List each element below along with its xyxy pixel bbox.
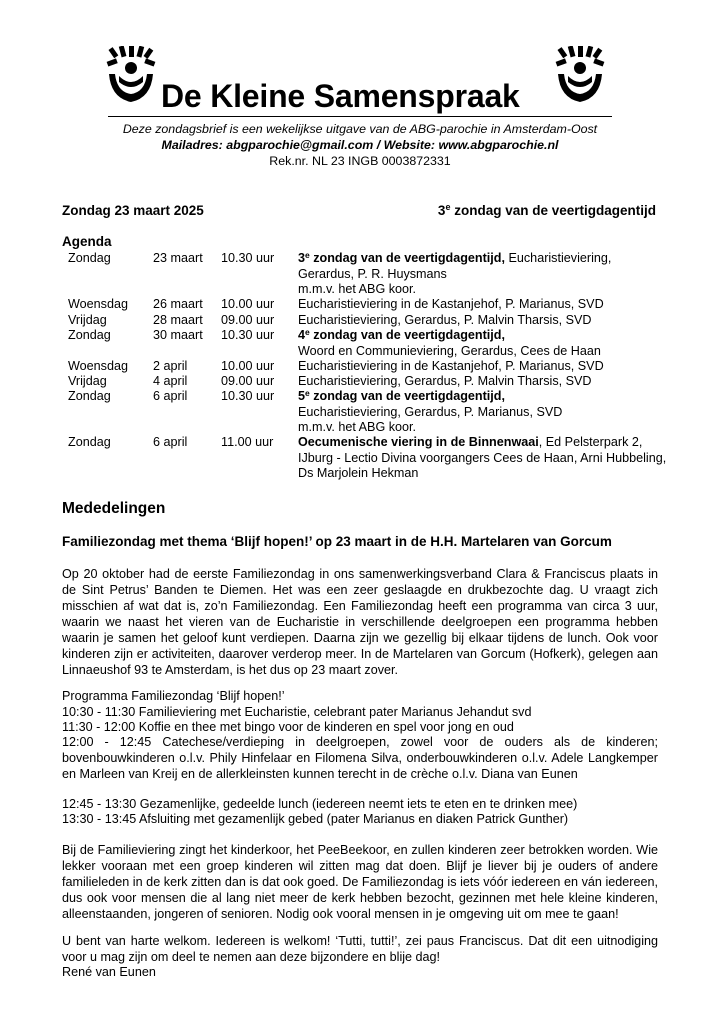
agenda-heading: Agenda (62, 234, 112, 249)
newsletter-title: De Kleine Samenspraak (161, 78, 520, 114)
header-contact-line: Mailadres: abgparochie@gmail.com / Website: www.abgparochie.nl (161, 138, 559, 152)
article-signature: René van Eunen (62, 965, 156, 979)
date-row (62, 202, 656, 219)
title-underline (108, 116, 612, 117)
article-paragraph: Bij de Familieviering zingt het kinderkoor, het PeeBeekoor, en zullen kinderen zeer betrokken worden. Wie lekker vooraan met een groep kinderen wil zitten mag dat doen. Blijf je liever bij je ouders of andere familieleden in de kerk zitten dan is dat ook goed. De Familiezondag is iets vóór iedereen en ván iedereen, dus ook voor mensen die al lang niet meer de kerk hebben bezocht, gezinnen met hele kleine kinderen, alleenstaanden, jongeren of senioren. Nodig ook vooral mensen in je omgeving uit om mee te gaan! (62, 843, 658, 921)
program-item: 10:30 - 11:30 Familieviering met Eucharistie, celebrant pater Marianus Jehandut svd (62, 705, 532, 719)
issue-date: Zondag 23 maart 2025 (62, 203, 204, 218)
header-bank-account: Rek.nr. NL 23 INGB 0003872331 (269, 154, 451, 168)
liturgical-sunday: 3e zondag van de veertigdagentijd (437, 202, 656, 218)
newsletter-page: De Kleine Samenspraak Deze zondagsbrief is een wekelijkse uitgave van de ABG-parochie in Amsterdam-Oost Mailadres: abgparochie@gmail.com / Website: www.abgparochie.nl Rek.nr. NL 23 INGB 0003872331 Zondag 23 maart 2025 3e zondag van de veertigdagentijd Agenda Zondag 23 maart 10.30 uur 3e zondag van de veertigdagentijd, Eucharistieviering, Gerardus, P. R. Huysmans m.m.v. het ABG koor. Woensdag 26 maart 10.00 uur Eucharistieviering in de Kastanjehof, P. Marianus, SVD Vrijdag 28 maart 09.00 uur Eucharistieviering, Gerardus, P. Malvin Tharsis, SVD Zondag 30 maart 10.30 uur 4e zondag van de veertigdagentijd, Woord en Communieviering, Gerardus, Cees de Haan Woensdag 2 april 10.00 uur Eucharistieviering in de Kastanjehof, P. Marianus, SVD Vrijdag 4 april 09.00 uur Eucharistieviering, Gerardus, P. Malvin Tharsis, SVD Zondag 6 april 10.30 uur 5e zondag van de veertigdagentijd, Eucharistieviering, Gerardus, P. Marianus, SVD m.m.v. het ABG koor. Zondag 6 april 11.00 uur Oecumenische viering in de Binnenwaai, Ed Pelsterpark 2, IJburg - Lectio Divina voorgangers Cees de Haan, Arni Hubbeling, Ds Marjolein Hekman Mededelingen Familiezondag met thema ‘Blijf hopen!’ op 23 maart in de H.H. Martelaren van Gorcum Op 20 oktober had de eerste Familiezondag in ons samenwerkingsverband Clara & Franciscus plaats in de Sint Petrus’ Banden te Diemen. Het was een zeer geslaagde en drukbezochte dag. U vraagt zich misschien af wat dat is, zo’n Familiezondag. Een Familiezondag heeft een programma van circa 3 uur, waarin we naast het vieren van de Eucharistie in verschillende deelgroepen een programma hebben waarin je samen het geloof kunt verdiepen. Daarna zijn we gezellig bij elkaar tijdens de lunch. Ook voor kinderen zijn er activiteiten, daarover verderop meer. In de Martelaren van Gorcum (Hofkerk), gelegen aan Linnaeushof 93 te Amsterdam, is het dus op 23 maart zover. Programma Familiezondag ‘Blijf hopen!’ 10:30 - 11:30 Familieviering met Eucharistie, celebrant pater Marianus Jehandut svd 11:30 - 12:00 Koffie en thee met bingo voor de kinderen en spel voor jong en oud 12:00 - 12:45 Catechese/verdieping in deelgroepen, zowel voor de ouders als de kinderen; bovenbouwkinderen o.l.v. Phily Hinfelaar en Filomena Silva, onderbouwkinderen o.l.v. Adele Langkemper en Marleen van Kreij en de allerkleinsten kunnen terecht in de crèche o.l.v. Diana van Eunen 12:45 - 13:30 Gezamenlijke, gedeelde lunch (iedereen neemt iets te eten en te drinken mee) 13:30 - 13:45 Afsluiting met gezamenlijk gebed (pater Marianus en diaken Patrick Gunther) Bij de Familieviering zingt het kinderkoor, het PeeBeekoor, en zullen kinderen zeer betrokken worden. Wie lekker vooraan met een groep kinderen wil zitten mag dat doen. Blijf je liever bij je ouders of andere familieleden in de kerk zitten dan is dat ook goed. De Familiezondag is iets vóór iedereen en ván iedereen, dus ook voor mensen die al lang niet meer de kerk hebben bezocht, gezinnen met hele kleine kinderen, alleenstaanden, jongeren of senioren. Nodig ook vooral mensen in je omgeving uit om mee te gaan! U bent van harte welkom. Iedereen is welkom! ‘Tutti, tutti!’, zei paus Franciscus. Dat dit een uitnodiging voor u mag zijn om deel te nemen aan deze bijzondere en blije dag! René van Eunen (0, 0, 720, 1019)
abg-parish-logo-icon (554, 46, 606, 110)
article-paragraph: Op 20 oktober had de eerste Familiezondag in ons samenwerkingsverband Clara & Franciscus plaats in de Sint Petrus’ Banden te Diemen. Het was een zeer geslaagde en drukbezochte dag. U vraagt zich misschien af wat dat is, zo’n Familiezondag. Een Familiezondag heeft een programma van circa 3 uur, waarin we naast het vieren van de Eucharistie in verschillende deelgroepen een programma hebben waarin je samen het geloof kunt verdiepen. Daarna zijn we gezellig bij elkaar tijdens de lunch. Ook voor kinderen zijn er activiteiten, daarover verderop meer. In de Martelaren van Gorcum (Hofkerk), gelegen aan Linnaeushof 93 te Amsterdam, is het dus op 23 maart zover. (62, 567, 658, 677)
header-subtitle: Deze zondagsbrief is een wekelijkse uitgave van de ABG-parochie in Amsterdam-Oost (122, 122, 598, 136)
program-item: 12:45 - 13:30 Gezamenlijke, gedeelde lunch (iedereen neemt iets te eten en te drinken mee) (62, 797, 578, 811)
program-title: Programma Familiezondag ‘Blijf hopen!’ (62, 689, 285, 703)
section-heading-mededelingen: Mededelingen (62, 500, 166, 517)
program-item: 12:00 - 12:45 Catechese/verdieping in deelgroepen, zowel voor de ouders als de kinderen; bovenbouwkinderen o.l.v. Phily Hinfelaar en Filomena Silva, onderbouwkinderen o.l.v. Adele Langkemper en Marleen van Kreij en de allerkleinsten kunnen terecht in de crèche o.l.v. Diana van Eunen (62, 735, 658, 781)
abg-parish-logo-icon (105, 46, 157, 110)
article-heading: Familiezondag met thema ‘Blijf hopen!’ op 23 maart in de H.H. Martelaren van Gorcum (62, 534, 612, 549)
article-paragraph: U bent van harte welkom. Iedereen is welkom! ‘Tutti, tutti!’, zei paus Franciscus. Dat dit een uitnodiging voor u mag zijn om deel te nemen aan deze bijzondere en blije dag! (62, 934, 658, 964)
program-item: 11:30 - 12:00 Koffie en thee met bingo voor de kinderen en spel voor jong en oud (62, 720, 514, 734)
program-item: 13:30 - 13:45 Afsluiting met gezamenlijk gebed (pater Marianus en diaken Patrick Gunther) (62, 812, 569, 826)
